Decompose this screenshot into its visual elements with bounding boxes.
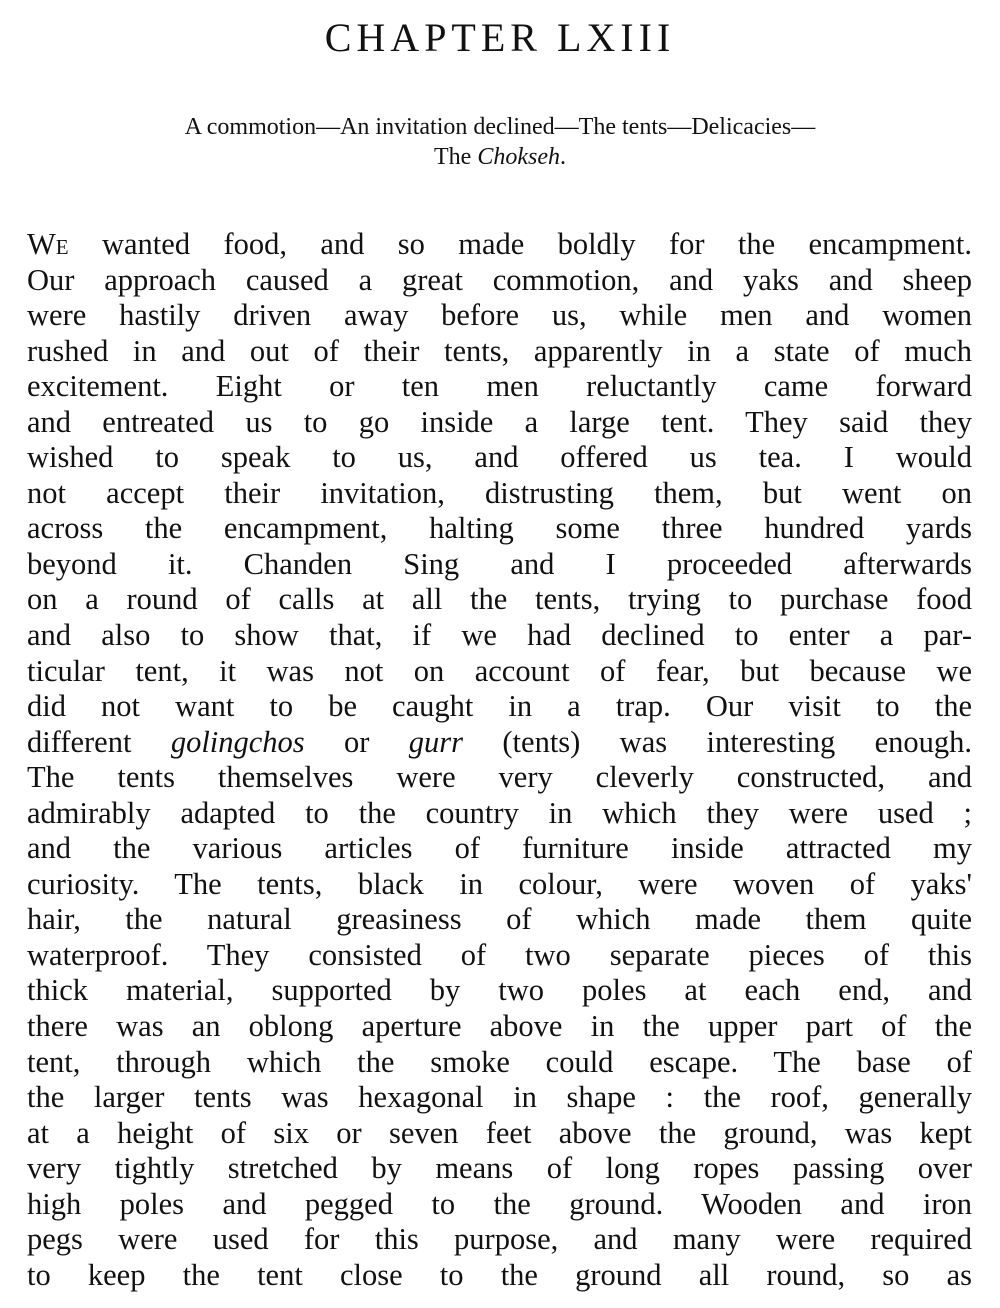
body-line: at a height of six or seven feet above the ground, was kept xyxy=(27,1115,972,1150)
body-line: the larger tents was hexagonal in shape : the roof, generally xyxy=(27,1080,972,1115)
body-line: excitement. Eight or ten men reluctantly came forward xyxy=(27,369,972,404)
body-line: did not want to be caught in a trap. Our visit to the xyxy=(27,689,972,724)
body-line: to keep the tent close to the ground all round, so as xyxy=(27,1257,972,1292)
term-gurr: gurr xyxy=(408,724,464,759)
body-paragraph xyxy=(27,227,972,1293)
body-line: wished to speak to us, and offered us tea. I would xyxy=(27,440,972,475)
body-line: across the encampment, halting some three hundred yards xyxy=(27,511,972,546)
chapter-title: CHAPTER LXIII xyxy=(324,15,676,60)
body-line: beyond it. Chanden Sing and I proceeded afterwards xyxy=(27,546,972,581)
line15-e: (tents) was interesting enough. xyxy=(463,724,972,759)
line15-a: different xyxy=(27,724,171,759)
body-line: were hastily driven away before us, while men and women xyxy=(27,298,972,333)
dropcap-word: We xyxy=(27,227,69,261)
body-line: tent, through which the smoke could escape. The base of xyxy=(27,1044,972,1079)
body-line: and the various articles of furniture inside attracted my xyxy=(27,831,972,866)
body-line: pegs were used for this purpose, and many were required xyxy=(27,1222,972,1257)
body-line: there was an oblong aperture above in the upper part of the xyxy=(27,1009,972,1044)
summary-line-2 xyxy=(40,142,960,172)
term-golingchos: golingchos xyxy=(170,724,305,759)
body-line-1 xyxy=(27,227,972,263)
summary-line-1: A commotion—An invitation declined—The tents—Delicacies— xyxy=(184,114,816,140)
summary-line-2-prefix: The xyxy=(434,144,478,170)
body-line: curiosity. The tents, black in colour, were woven of yaks' xyxy=(27,866,972,901)
body-line: not accept their invitation, distrusting them, but went on xyxy=(27,475,972,510)
body-line: very tightly stretched by means of long ropes passing over xyxy=(27,1151,972,1186)
body-line: thick material, supported by two poles at each end, and xyxy=(27,973,972,1008)
body-line: and entreated us to go inside a large tent. They said they xyxy=(27,404,972,439)
body-line: on a round of calls at all the tents, trying to purchase food xyxy=(27,582,972,617)
body-line: Our approach caused a great commotion, and yaks and sheep xyxy=(27,262,972,297)
body-line: rushed in and out of their tents, apparently in a state of much xyxy=(27,333,972,368)
body-line-1-rest: wanted food, and so made boldly for the encampment. xyxy=(68,227,972,261)
body-line: The tents themselves were very cleverly constructed, and xyxy=(27,760,972,795)
body-line: and also to show that, if we had declined to enter a par- xyxy=(27,618,972,653)
body-line: waterproof. They consisted of two separate pieces of this xyxy=(27,937,972,972)
summary-line-2-italic: Chokseh xyxy=(477,144,560,170)
body-line: hair, the natural greasiness of which made them quite xyxy=(27,902,972,937)
body-line: ticular tent, it was not on account of fear, but because we xyxy=(27,653,972,688)
body-line: high poles and pegged to the ground. Wooden and iron xyxy=(27,1186,972,1221)
chapter-summary xyxy=(40,112,960,172)
line15-c: or xyxy=(304,724,409,759)
summary-line-2-suffix: . xyxy=(559,144,566,170)
body-line: admirably adapted to the country in which they were used ; xyxy=(27,795,972,830)
body-line-15 xyxy=(27,725,972,761)
